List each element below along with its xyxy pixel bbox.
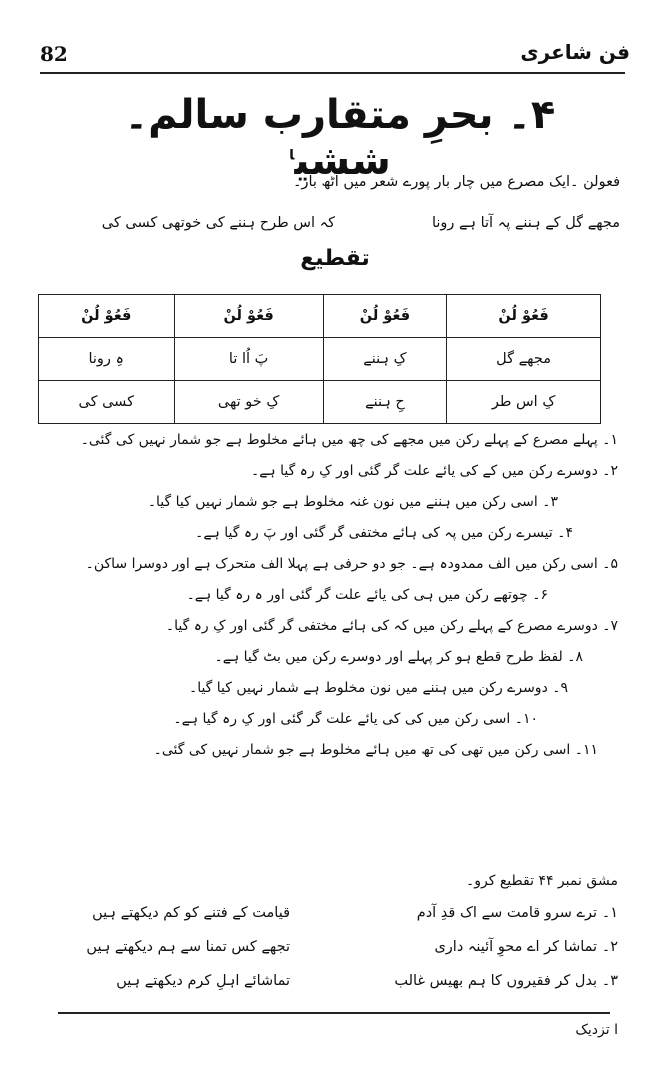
exercise-line-second: تجھے کس تمنا سے ہم دیکھتے ہیں <box>86 939 290 955</box>
table-row <box>39 381 601 424</box>
table-cell: کِ خو تھی <box>174 381 323 424</box>
note-item: ۲۔ دوسرے رکن میں کے کی یائے علت گر گئی اور کِ رہ گیا ہے۔ <box>251 463 618 479</box>
table-header-row <box>39 295 601 338</box>
example-verse-second: کہ اس طرح ہننے کی خوتھی کسی کی <box>101 215 335 231</box>
note-item: ۶۔ چوتھے رکن میں ہی کی یائے علت گر گئی اور ہ رہ گیا ہے۔ <box>186 587 548 603</box>
scansion-heading: تقطیع <box>300 246 370 271</box>
exercise-line-second: تماشائے اہلِ کرم دیکھتے ہیں <box>116 973 290 989</box>
table-header-cell: فَعُوْ لُنْ <box>323 295 446 338</box>
exercise-line-first: ۱۔ ترے سرو قامت سے اک قدِ آدم <box>416 905 618 921</box>
table-header-cell: فَعُوْ لُنْ <box>39 295 175 338</box>
note-item: ۷۔ دوسرے مصرع کے پہلے رکن میں کہ کی ہائے مختفی گر گئی اور کِ رہ گیا۔ <box>165 618 618 634</box>
table-cell: ہِ رونا <box>39 338 175 381</box>
note-item: ۵۔ اسی رکن میں الف ممدودہ ہے۔ جو دو حرفی ہے پہلا الف متحرک ہے اور دوسرا ساکن۔ <box>85 556 618 572</box>
exercise-heading: مشق نمبر ۴۴ تقطیع کرو۔ <box>466 873 618 889</box>
scansion-table <box>38 294 601 424</box>
table-cell: کِ ہننے <box>323 338 446 381</box>
header-rule <box>40 72 625 74</box>
note-item: ۹۔ دوسرے رکن میں ہننے میں نون مخلوط ہے شمار نہیں کیا گیا۔ <box>188 680 568 696</box>
section-title-text: ۴۔ بحرِ متقارب سالم۔ششی <box>124 92 556 184</box>
footnote-mark: ا <box>289 147 295 164</box>
table-header-cell: فَعُوْ لُنْ <box>174 295 323 338</box>
section-title <box>80 92 600 184</box>
scansion-notes <box>18 425 618 766</box>
footnote: ا تزدیک <box>575 1022 618 1038</box>
example-verse-first: مجھے گل کے ہننے پہ آتا ہے رونا <box>431 215 620 231</box>
note-item: ۴۔ تیسرے رکن میں پہ کی ہائے مختفی گر گئی اور پَ رہ گیا ہے۔ <box>195 525 573 541</box>
exercise-line-second: قیامت کے فتنے کو کم دیکھتے ہیں <box>92 905 290 921</box>
table-cell: حِ ہننے <box>323 381 446 424</box>
table-header-cell: فَعُوْ لُنْ <box>447 295 601 338</box>
table-cell: کسی کی <box>39 381 175 424</box>
note-item: ۸۔ لفظ طرح قطع ہو کر پہلے اور دوسرے رکن میں بٹ گیا ہے۔ <box>214 649 583 665</box>
exercise-line-first: ۲۔ تماشا کر اے محوِ آئینہ داری <box>434 939 618 955</box>
page-number: 82 <box>40 42 68 66</box>
note-item: ۳۔ اسی رکن میں ہننے میں نون غنہ مخلوط ہے جو شمار نہیں کیا گیا۔ <box>147 494 558 510</box>
table-cell: کِ اس طر <box>447 381 601 424</box>
table-cell: مجھے گل <box>447 338 601 381</box>
note-item: ۱۱۔ اسی رکن میں تھی کی تھ میں ہائے مخلوط ہے جو شمار نہیں کی گئی۔ <box>153 742 598 758</box>
table-row <box>39 338 601 381</box>
table-cell: پَ اُا تا <box>174 338 323 381</box>
meter-description: فعولن ۔ایک مصرع میں چار بار پورے شعر میں آٹھ بار۔ <box>292 174 620 190</box>
running-head: فن شاعری <box>520 40 630 64</box>
footnote-rule <box>58 1012 610 1014</box>
note-item: ۱۔ پہلے مصرع کے پہلے رکن میں مجھے کی چھ میں ہائے مخلوط ہے جو شمار نہیں کی گئی۔ <box>80 432 618 448</box>
exercise-line-first: ۳۔ بدل کر فقیروں کا ہم بھیس غالب <box>394 973 618 989</box>
note-item: ۱۰۔ اسی رکن میں کی کی یائے علت گر گئی اور کِ رہ گیا ہے۔ <box>173 711 538 727</box>
